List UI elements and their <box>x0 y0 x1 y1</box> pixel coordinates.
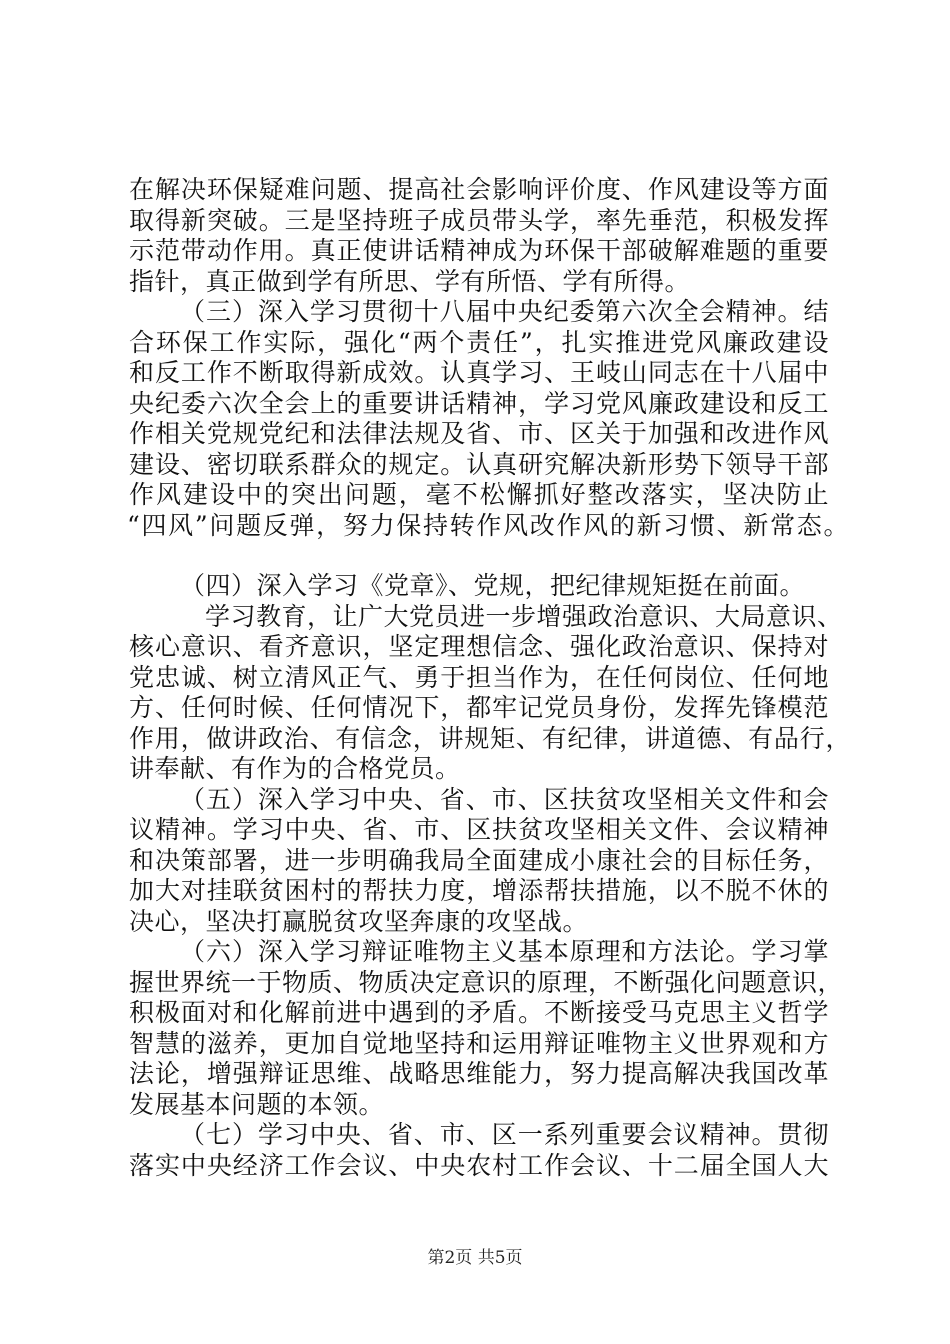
section-heading-4: （四）深入学习《党章》、党规，把纪律规矩挺在前面。 <box>180 571 806 600</box>
body-line: 握世界统一于物质、物质决定意识的原理，不断强化问题意识， <box>129 968 844 997</box>
body-line: 示范带动作用。真正使讲话精神成为环保干部破解难题的重要 <box>129 236 829 265</box>
section-heading-5: （五）深入学习中央、省、市、区扶贫攻坚相关文件和会 <box>180 785 829 814</box>
body-line: 积极面对和化解前进中遇到的矛盾。不断接受马克思主义哲学 <box>129 998 829 1027</box>
body-line: “四风”问题反弹，努力保持转作风改作风的新习惯、新常态。 <box>127 511 849 540</box>
body-line: 学习教育，让广大党员进一步增强政治意识、大局意识、 <box>205 602 843 631</box>
body-line: 和决策部署，进一步明确我局全面建成小康社会的目标任务， <box>129 846 829 875</box>
body-line: 法论，增强辩证思维、战略思维能力，努力提高解决我国改革 <box>129 1059 829 1088</box>
body-line: 讲奉献、有作为的合格党员。 <box>129 754 461 783</box>
body-line: 建设、密切联系群众的规定。认真研究解决新形势下领导干部 <box>129 450 829 479</box>
section-heading-6: （六）深入学习辩证唯物主义基本原理和方法论。学习掌 <box>180 937 829 966</box>
body-line: 央纪委六次全会上的重要讲话精神，学习党风廉政建设和反工 <box>129 389 829 418</box>
body-line: 核心意识、看齐意识，坚定理想信念、强化政治意识、保持对 <box>129 632 829 661</box>
body-line: 智慧的滋养，更加自觉地坚持和运用辩证唯物主义世界观和方 <box>129 1029 829 1058</box>
body-line: 在解决环保疑难问题、提高社会影响评价度、作风建设等方面 <box>129 175 829 204</box>
body-line: 指针，真正做到学有所思、学有所悟、学有所得。 <box>129 267 691 296</box>
body-line: 作相关党规党纪和法律法规及省、市、区关于加强和改进作风 <box>129 419 829 448</box>
body-line: 合环保工作实际，强化“两个责任”，扎实推进党风廉政建设 <box>129 328 829 357</box>
body-line: 议精神。学习中央、省、市、区扶贫攻坚相关文件、会议精神 <box>129 815 829 844</box>
body-line: 作风建设中的突出问题，毫不松懈抓好整改落实，坚决防止 <box>129 480 829 509</box>
section-heading-3: （三）深入学习贯彻十八届中央纪委第六次全会精神。结 <box>180 297 829 326</box>
body-line: 取得新突破。三是坚持班子成员带头学，率先垂范，积极发挥 <box>129 206 829 235</box>
page-footer: 第2页 共5页 <box>427 1248 523 1268</box>
section-heading-7: （七）学习中央、省、市、区一系列重要会议精神。贯彻 <box>180 1120 829 1149</box>
body-line: 落实中央经济工作会议、中央农村工作会议、十二届全国人大 <box>129 1151 829 1180</box>
body-line: 决心，坚决打赢脱贫攻坚奔康的攻坚战。 <box>129 907 589 936</box>
body-line: 作用，做讲政治、有信念，讲规矩、有纪律，讲道德、有品行， <box>129 724 851 753</box>
body-line: 加大对挂联贫困村的帮扶力度，增添帮扶措施，以不脱不休的 <box>129 876 829 905</box>
body-line: 发展基本问题的本领。 <box>129 1090 385 1119</box>
body-line: 方、任何时候、任何情况下，都牢记党员身份，发挥先锋模范 <box>129 693 829 722</box>
body-line: 和反工作不断取得新成效。认真学习、王岐山同志在十八届中 <box>129 358 829 387</box>
body-line: 党忠诚、树立清风正气、勇于担当作为，在任何岗位、任何地 <box>129 663 829 692</box>
